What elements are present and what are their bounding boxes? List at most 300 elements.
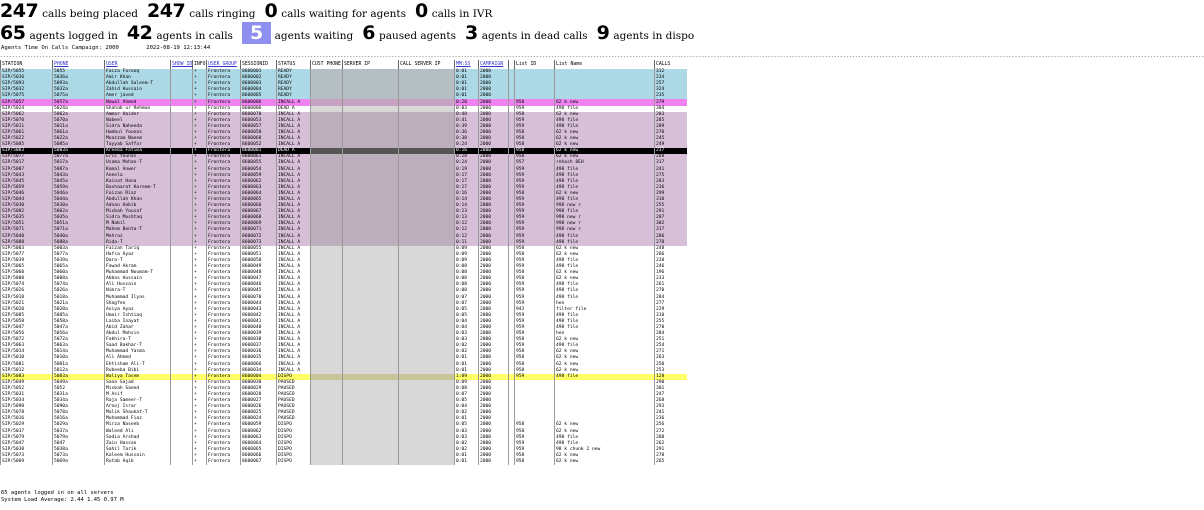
calls-cell: 291 [655, 447, 687, 453]
campaign-cell: 2000 [479, 130, 509, 136]
mmss-cell: 0:01 [455, 69, 479, 75]
calls-cell: 128 [655, 374, 687, 380]
mmss-cell: 0:41 [455, 118, 479, 124]
info-cell[interactable]: + [193, 221, 207, 227]
station-cell: SIP/5031 [1, 392, 53, 398]
station-cell: SIP/5035 [1, 215, 53, 221]
session-id-cell: 8600062 [241, 429, 277, 435]
stat-label: agents in dead calls [481, 30, 588, 42]
user-cell[interactable]: Ali Hussain [105, 282, 171, 288]
user-cell[interactable]: Shagfen [105, 301, 171, 307]
user-cell[interactable]: Amer javed [105, 93, 171, 99]
info-cell[interactable]: + [193, 136, 207, 142]
user-cell[interactable]: Adnan Habib [105, 203, 171, 209]
info-cell[interactable]: + [193, 343, 207, 349]
calls-cell: 248 [655, 246, 687, 252]
mmss-cell: 0:02 [455, 447, 479, 453]
user-cell[interactable]: Malik Shaukat-T [105, 410, 171, 416]
phone-cell: 5031a [53, 392, 105, 398]
user-cell[interactable]: Sana Sajad [105, 380, 171, 386]
user-cell[interactable]: Mahem Bonta-T [105, 227, 171, 233]
user-cell[interactable]: Kaleem Hussain [105, 453, 171, 459]
station-cell: SIP/5058 [1, 319, 53, 325]
info-cell[interactable]: + [193, 441, 207, 447]
info-cell[interactable]: + [193, 276, 207, 282]
session-id-cell: 8600067 [241, 209, 277, 215]
info-cell[interactable]: + [193, 93, 207, 99]
info-cell[interactable]: + [193, 130, 207, 136]
info-cell[interactable]: + [193, 337, 207, 343]
user-cell[interactable]: Faiza Farooq [105, 69, 171, 75]
user-cell[interactable]: Aneela [105, 173, 171, 179]
campaign-cell: 2000 [479, 362, 509, 368]
info-cell[interactable]: + [193, 319, 207, 325]
phone-cell: 5055 [53, 69, 105, 75]
info-cell[interactable]: + [193, 264, 207, 270]
user-cell[interactable]: Fakhira-T [105, 337, 171, 343]
user-cell[interactable]: Sidra Mushtaq [105, 215, 171, 221]
station-cell: SIP/5011 [1, 124, 53, 130]
user-cell[interactable]: Arooj Israr [105, 404, 171, 410]
status-cell: INCALL A [277, 362, 311, 368]
phone-cell: 5017a [53, 160, 105, 166]
info-cell[interactable]: + [193, 435, 207, 441]
station-cell: SIP/5012 [1, 368, 53, 374]
user-group-cell: Frontera [207, 154, 241, 160]
session-id-cell: 8600053 [241, 118, 277, 124]
mmss-cell: 0:09 [455, 258, 479, 264]
user-cell[interactable]: Dara-T [105, 258, 171, 264]
user-cell[interactable]: M Nabil [105, 221, 171, 227]
user-group-cell: Frontera [207, 294, 241, 300]
mmss-cell: 0:48 [455, 112, 479, 118]
info-cell[interactable]: + [193, 99, 207, 105]
user-cell[interactable]: Umair Ishtiaq [105, 313, 171, 319]
user-cell[interactable]: Usama Mohan-T [105, 160, 171, 166]
user-group-cell: Frontera [207, 301, 241, 307]
user-cell[interactable]: Raja Sameer-T [105, 398, 171, 404]
user-cell[interactable]: Tayyab Saffar [105, 142, 171, 148]
user-cell[interactable]: Laiba Inayat [105, 319, 171, 325]
info-cell[interactable]: + [193, 154, 207, 160]
status-cell: DISPO [277, 374, 311, 380]
report-timestamp: 2022-08-19 12:13:44 [146, 45, 211, 51]
info-cell[interactable]: + [193, 416, 207, 422]
info-cell[interactable]: + [193, 81, 207, 87]
user-group-cell: Frontera [207, 459, 241, 465]
status-cell: INCALL A [277, 313, 311, 319]
list-id-cell: 959 [515, 282, 555, 288]
list-id-cell: 959 [515, 240, 555, 246]
calls-cell: 262 [655, 441, 687, 447]
calls-cell: 289 [655, 124, 687, 130]
info-cell[interactable]: + [193, 142, 207, 148]
info-cell[interactable]: + [193, 112, 207, 118]
user-cell[interactable]: Hafsa Ayaz [105, 252, 171, 258]
list-id-cell: 958 [515, 246, 555, 252]
user-cell[interactable]: Faizan Tariq [105, 246, 171, 252]
status-cell: INCALL A [277, 167, 311, 173]
user-group-cell: Frontera [207, 453, 241, 459]
list-name-cell: 62 k new [555, 276, 655, 282]
column-header[interactable]: SHOW ID [172, 62, 193, 67]
list-id-cell: 958 [515, 368, 555, 374]
info-cell[interactable]: + [193, 209, 207, 215]
user-cell[interactable]: Misbah Saeed [105, 386, 171, 392]
mmss-cell: 0:13 [455, 215, 479, 221]
list-name-cell: rehash 8EH [555, 160, 655, 166]
info-cell[interactable]: + [193, 307, 207, 313]
info-cell[interactable]: + [193, 185, 207, 191]
status-cell: INCALL A [277, 154, 311, 160]
column-header[interactable]: USER [105, 60, 171, 69]
mmss-cell: 0:01 [455, 81, 479, 87]
user-cell[interactable]: Zahid Hussain [105, 87, 171, 93]
user-group-cell: Frontera [207, 118, 241, 124]
column-header[interactable]: PHONE [53, 60, 105, 69]
user-cell[interactable]: Ammar Haider [105, 112, 171, 118]
info-cell[interactable]: + [193, 447, 207, 453]
list-name-cell: 498 file [555, 118, 655, 124]
list-name-cell: 498 file [555, 441, 655, 447]
phone-cell: 5020a [53, 307, 105, 313]
campaign-cell: 2000 [479, 93, 509, 99]
column-header[interactable]: USER GROUP [207, 60, 241, 69]
user-cell[interactable]: Ali Ahmed [105, 355, 171, 361]
user-cell[interactable]: Abbas Hussain [105, 276, 171, 282]
status-cell: DISPO [277, 441, 311, 447]
user-cell[interactable]: Abdullah Khan [105, 197, 171, 203]
session-id-cell: 8600044 [241, 301, 277, 307]
mmss-cell: 0:01 [455, 453, 479, 459]
user-cell[interactable]: Rubeeba Bibi [105, 368, 171, 374]
calls-cell: 238 [655, 258, 687, 264]
table-top-rule: ---------------------------------------------------------------------------------------------------------------------------------------------------------------------------------------------------------------------------------------------------------------------------------------------------------------------------------------------------------------------------------------------------------------- [0, 54, 1204, 60]
user-cell[interactable]: Muhammad Noumam-T [105, 270, 171, 276]
info-cell[interactable]: + [193, 325, 207, 331]
user-cell[interactable]: Muhammad Ilyas [105, 294, 171, 300]
user-cell[interactable]: Nawal Ahmed [105, 99, 171, 105]
info-cell[interactable]: + [193, 362, 207, 368]
info-cell[interactable]: + [193, 453, 207, 459]
station-cell: SIP/5085 [1, 142, 53, 148]
list-id-cell: 959 [515, 173, 555, 179]
user-group-cell: Frontera [207, 374, 241, 380]
user-group-cell: Frontera [207, 112, 241, 118]
session-id-cell: 8600055 [241, 246, 277, 252]
info-cell[interactable]: + [193, 368, 207, 374]
status-cell: INCALL A [277, 282, 311, 288]
info-cell[interactable]: + [193, 173, 207, 179]
info-cell[interactable]: + [193, 118, 207, 124]
session-id-cell: 8600034 [241, 368, 277, 374]
list-name-cell: filter file [555, 307, 655, 313]
info-cell[interactable]: + [193, 234, 207, 240]
status-cell: DISPO [277, 422, 311, 428]
campaign-cell: 2000 [479, 392, 509, 398]
user-cell[interactable]: Muhammad Yasma [105, 349, 171, 355]
user-cell[interactable]: Muhammad Fiaz [105, 416, 171, 422]
user-cell[interactable]: M Asif [105, 392, 171, 398]
station-cell: SIP/5010 [1, 355, 53, 361]
status-cell: DISPO [277, 435, 311, 441]
station-cell: SIP/5093 [1, 81, 53, 87]
status-cell: DEAD A [277, 148, 311, 154]
info-cell[interactable]: + [193, 386, 207, 392]
session-id-cell: 8600004 [241, 87, 277, 93]
user-cell[interactable]: Aniya Ayaz [105, 307, 171, 313]
user-cell[interactable]: Abid Zahar [105, 325, 171, 331]
calls-cell: 284 [655, 294, 687, 300]
phone-cell: 5040a [53, 234, 105, 240]
session-id-cell: 8600040 [241, 325, 277, 331]
station-cell: SIP/5014 [1, 349, 53, 355]
status-cell: READY [277, 81, 311, 87]
info-cell[interactable]: + [193, 459, 207, 465]
list-id-cell: 959 [515, 264, 555, 270]
user-cell[interactable]: Rida-T [105, 240, 171, 246]
phone-cell: 5008a [53, 276, 105, 282]
phone-cell: 5049a [53, 380, 105, 386]
info-cell[interactable]: + [193, 179, 207, 185]
info-cell[interactable]: + [193, 148, 207, 154]
list-id-cell: 959 [515, 215, 555, 221]
campaign-cell: 2000 [479, 87, 509, 93]
user-cell[interactable]: Sahil Tarik [105, 447, 171, 453]
phone-cell: 5012a [53, 368, 105, 374]
user-cell[interactable]: Amir Khan [105, 75, 171, 81]
session-id-cell: 8600027 [241, 398, 277, 404]
phone-cell: 5090a [53, 404, 105, 410]
user-cell[interactable]: Abdullah Saleem-T [105, 81, 171, 87]
info-cell[interactable]: + [193, 75, 207, 81]
info-cell[interactable]: + [193, 240, 207, 246]
mmss-cell: 0:01 [455, 459, 479, 465]
info-cell[interactable]: + [193, 282, 207, 288]
info-cell[interactable]: + [193, 160, 207, 166]
campaign-cell: 2000 [479, 75, 509, 81]
user-cell[interactable]: Shahab ur Rehman [105, 106, 171, 112]
phone-cell: 5016a [53, 416, 105, 422]
list-name-cell: 62 k new [555, 136, 655, 142]
info-cell[interactable]: + [193, 392, 207, 398]
calls-cell: 291 [655, 209, 687, 215]
list-name-cell: 62 k new [555, 148, 655, 154]
stat-item [597, 22, 695, 44]
user-cell[interactable]: Mirza Naseeb [105, 422, 171, 428]
info-cell[interactable]: + [193, 355, 207, 361]
user-cell[interactable]: Moazzam Naeem [105, 136, 171, 142]
user-cell[interactable]: Misbah Yousaf [105, 209, 171, 215]
phone-cell: 5045a [53, 179, 105, 185]
user-cell[interactable]: Ehtisham Ali-T [105, 362, 171, 368]
list-id-cell: 959 [515, 221, 555, 227]
status-cell: INCALL A [277, 337, 311, 343]
info-cell[interactable]: + [193, 429, 207, 435]
list-name-cell: 62 k new [555, 99, 655, 105]
campaign-cell: 2000 [479, 368, 509, 374]
campaign-cell: 2000 [479, 173, 509, 179]
calls-cell: 236 [655, 185, 687, 191]
user-group-cell: Frontera [207, 325, 241, 331]
campaign-label: Agents Time On Calls Campaign: 2000 [1, 45, 119, 51]
column-header[interactable]: CAMPAIGN [479, 60, 509, 69]
user-cell[interactable]: Humbul Younas [105, 130, 171, 136]
calls-cell: 283 [655, 112, 687, 118]
list-id-cell: 958 [515, 148, 555, 154]
phone-cell: 5034a [53, 398, 105, 404]
calls-cell: 287 [655, 215, 687, 221]
info-cell[interactable]: + [193, 252, 207, 258]
station-cell: SIP/5061 [1, 130, 53, 136]
status-cell: INCALL A [277, 368, 311, 374]
list-id-cell: 959 [515, 185, 555, 191]
list-id-cell: 959 [515, 197, 555, 203]
campaign-cell: 2000 [479, 331, 509, 337]
column-header: CALLS [655, 60, 687, 69]
user-cell[interactable]: Zain Hassan [105, 441, 171, 447]
calls-cell: 317 [655, 227, 687, 233]
station-cell: SIP/5008 [1, 276, 53, 282]
phone-cell: 5073a [53, 453, 105, 459]
column-header[interactable]: MM:SS [455, 60, 479, 69]
info-cell[interactable]: + [193, 87, 207, 93]
phone-cell: 5029a [53, 422, 105, 428]
list-id-cell: 959 [515, 319, 555, 325]
station-cell: SIP/5088 [1, 240, 53, 246]
list-id-cell: 959 [515, 167, 555, 173]
user-group-cell: Frontera [207, 136, 241, 142]
mmss-cell: 0:12 [455, 234, 479, 240]
info-cell[interactable]: + [193, 124, 207, 130]
station-cell: SIP/5083 [1, 374, 53, 380]
user-cell[interactable]: Saad Bakhar-T [105, 343, 171, 349]
user-cell[interactable]: Sadia Arshad [105, 435, 171, 441]
info-cell[interactable]: + [193, 410, 207, 416]
mmss-cell: 0:02 [455, 441, 479, 447]
column-header: STATION [1, 60, 53, 69]
campaign-cell: 2000 [479, 179, 509, 185]
user-group-cell: Frontera [207, 410, 241, 416]
phone-cell: 5081a [53, 362, 105, 368]
info-cell[interactable]: + [193, 69, 207, 75]
phone-cell: 5088a [53, 240, 105, 246]
calls-cell: 324 [655, 87, 687, 93]
list-name-cell: 62 k new [555, 112, 655, 118]
mmss-cell: 0:03 [455, 429, 479, 435]
user-cell[interactable]: Abdul Mohsin [105, 331, 171, 337]
info-cell[interactable]: + [193, 246, 207, 252]
status-cell: INCALL A [277, 349, 311, 355]
info-cell[interactable]: + [193, 227, 207, 233]
list-name-cell: 498 file [555, 240, 655, 246]
info-cell[interactable]: + [193, 349, 207, 355]
user-cell[interactable]: Nimra-T [105, 288, 171, 294]
stat-item [415, 0, 492, 22]
info-cell[interactable]: + [193, 422, 207, 428]
calls-cell: 263 [655, 355, 687, 361]
user-cell[interactable]: Komal Anwer [105, 167, 171, 173]
user-cell[interactable]: Waleed Ali [105, 429, 171, 435]
info-cell[interactable]: + [193, 270, 207, 276]
status-cell: DISPO [277, 429, 311, 435]
mmss-cell: 0:01 [455, 362, 479, 368]
mmss-cell: 0:03 [455, 331, 479, 337]
user-group-cell: Frontera [207, 93, 241, 99]
campaign-cell: 2000 [479, 270, 509, 276]
list-id-cell: 958 [515, 252, 555, 258]
info-cell[interactable]: + [193, 215, 207, 221]
phone-cell: 5063a [53, 343, 105, 349]
session-id-cell: 8600057 [241, 124, 277, 130]
list-id-cell: 959 [515, 301, 555, 307]
user-group-cell: Frontera [207, 288, 241, 294]
info-cell[interactable]: + [193, 106, 207, 112]
calls-cell: 285 [655, 118, 687, 124]
user-cell[interactable]: Eric Younas [105, 154, 171, 160]
info-cell[interactable]: + [193, 288, 207, 294]
user-cell[interactable]: Sidra Naheeda [105, 124, 171, 130]
info-cell[interactable]: + [193, 167, 207, 173]
user-group-cell: Frontera [207, 258, 241, 264]
calls-cell: 249 [655, 142, 687, 148]
user-cell[interactable]: Rutab Aqib [105, 459, 171, 465]
session-id-cell: 8600063 [241, 435, 277, 441]
station-cell: SIP/5073 [1, 453, 53, 459]
list-name-cell: 498 file [555, 435, 655, 441]
user-cell[interactable]: Nabeel [105, 118, 171, 124]
info-cell[interactable]: + [193, 331, 207, 337]
campaign-cell: 2000 [479, 380, 509, 386]
info-cell[interactable]: + [193, 380, 207, 386]
user-cell[interactable]: Fawad Akram [105, 264, 171, 270]
show-id-cell [171, 459, 193, 465]
info-cell[interactable]: + [193, 301, 207, 307]
user-cell[interactable]: Mehraz [105, 234, 171, 240]
campaign-cell: 2000 [479, 307, 509, 313]
phone-cell: 5074a [53, 282, 105, 288]
station-cell: SIP/5044 [1, 197, 53, 203]
session-id-cell: 8600005 [241, 93, 277, 99]
info-cell[interactable]: + [193, 197, 207, 203]
info-cell[interactable]: + [193, 294, 207, 300]
mmss-cell: 0:08 [455, 288, 479, 294]
info-cell[interactable]: + [193, 404, 207, 410]
column-header: SERVER IP [343, 60, 399, 69]
list-name-cell: 998 new r [555, 203, 655, 209]
list-name-cell: 498 file [555, 185, 655, 191]
info-cell[interactable]: + [193, 398, 207, 404]
user-cell[interactable]: Areeba Fatima [105, 148, 171, 154]
session-id-cell: 8600055 [241, 160, 277, 166]
info-cell[interactable]: + [193, 203, 207, 209]
info-cell[interactable]: + [193, 191, 207, 197]
user-cell[interactable]: Bashaarat Kareem-T [105, 185, 171, 191]
calls-cell: 234 [655, 75, 687, 81]
info-cell[interactable]: + [193, 313, 207, 319]
stat-count: 247 [0, 0, 39, 22]
list-name-cell: 62 k new [555, 459, 655, 465]
info-cell[interactable]: + [193, 374, 207, 380]
user-group-cell: Frontera [207, 227, 241, 233]
campaign-cell: 2000 [479, 264, 509, 270]
column-header: CUST PHONE [312, 62, 341, 67]
user-cell[interactable]: Waliya Tasem [105, 374, 171, 380]
info-cell[interactable]: + [193, 258, 207, 264]
user-cell[interactable]: Kainat Hana [105, 179, 171, 185]
user-group-cell: Frontera [207, 416, 241, 422]
user-cell[interactable]: Faizan Riaz [105, 191, 171, 197]
